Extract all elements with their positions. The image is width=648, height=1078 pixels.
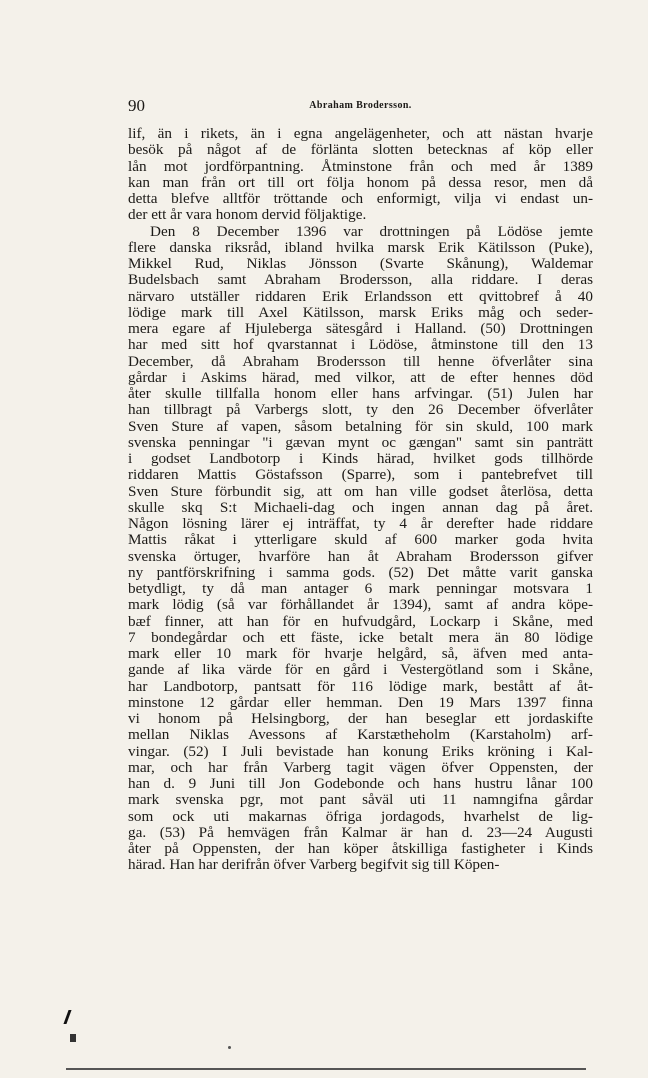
- text-line: han tillbragt på Varbergs slott, ty den 26 December öfverlåter: [128, 402, 593, 419]
- text-line: besök på något af de förlänta slotten betecknas af köp eller: [128, 142, 593, 159]
- text-line: vi honom på Helsingborg, der han beseglar ett jordaskifte: [128, 711, 593, 727]
- text-line: han d. 9 Juni till Jon Godebonde och hans hustru lånar 100: [128, 776, 593, 792]
- running-head: Abraham Brodersson.: [309, 100, 412, 111]
- text-line: Budelsbach samt Abraham Brodersson, alla riddare. I deras: [128, 272, 593, 289]
- text-line: som ock uti makarnas öfriga jordagods, hvarhelst de lig-: [128, 808, 593, 825]
- text-line: närvaro utställer riddaren Erik Erlandsson ett qvittobref å 40: [128, 288, 593, 305]
- text-line: ga. (53) På hemvägen från Kalmar är han d. 23—24 Augusti: [128, 824, 593, 841]
- text-line: vingar. (52) I Juli bevistade han konung Eriks kröning i Kal-: [128, 743, 593, 760]
- text-line: minstone 12 gårdar eller hemman. Den 19 Mars 1397 finna: [128, 694, 593, 711]
- text-line: December, då Abraham Brodersson till henne öfverlåter sina: [128, 353, 593, 370]
- text-line: mera egare af Hjuleberga sätesgård i Halland. (50) Drottningen: [128, 321, 593, 337]
- text-line: svenska örtuger, hvarföre han åt Abraham Brodersson gifver: [128, 548, 593, 565]
- text-line: har med sitt hof qvarstannat i Lödöse, åtminstone till den 13: [128, 337, 593, 354]
- text-line: der ett år vara honom dervid följaktige.: [128, 207, 367, 224]
- text-line: Mattis råkat i ytterligare skuld af 600 marker goda hvita: [128, 532, 593, 549]
- ink-mark: [63, 1010, 81, 1024]
- text-line: mark svenska pgr, mot pant såväl uti 11 namngifna gårdar: [128, 792, 593, 809]
- text-line: i godset Landbotorp i Kinds härad, hvilket gods tillhörde: [128, 451, 593, 467]
- text-line: mar, och har från Varberg tagit vägen öfver Oppensten, der: [128, 759, 593, 776]
- text-line: riddaren Mattis Göstafsson (Sparre), som i pantebrefvet till: [128, 467, 593, 484]
- text-line: betydligt, ty då man antager 6 mark penningar motsvara 1: [128, 581, 593, 597]
- text-line: skulle skq S:t Michaeli-dag och ingen annan dag på året.: [128, 499, 593, 516]
- bottom-rule: [66, 1068, 586, 1070]
- text-line: mark eller 10 mark för hvarje helgård, så, äfven med anta-: [128, 646, 593, 662]
- text-line: mark lödig (så var förhållandet år 1394), samt af andra köpe-: [128, 597, 593, 614]
- text-line: Någon lösning lärer ej inträffat, ty 4 år derefter hade riddare: [128, 516, 593, 532]
- text-line: mellan Niklas Avessons af Karstætheholm (Karstaholm) arf-: [128, 727, 593, 744]
- body-text: [128, 126, 593, 874]
- text-line: lån mot jordförpantning. Åtminstone från och med år 1389: [128, 158, 593, 175]
- page-number: 90: [128, 96, 145, 115]
- text-line: flere danska riksråd, ibland hvilka marsk Erik Kätilsson (Puke),: [128, 239, 593, 256]
- text-line: har Landbotorp, pantsatt för 116 lödige mark, bestått af åt-: [128, 678, 593, 695]
- text-line: härad. Han har derifrån öfver Varberg begifvit sig till Köpen-: [128, 857, 500, 874]
- ink-mark: [70, 1034, 76, 1042]
- text-line: svenska penningar "i gævan mynt oc gængan" samt sin panträtt: [128, 434, 593, 451]
- text-line: lödige mark till Axel Kätilsson, marsk Eriks måg och seder-: [128, 304, 593, 321]
- text-line: kan man från ort till ort följa honom på dessa resor, men då: [128, 174, 593, 191]
- ink-speck: [228, 1046, 231, 1049]
- text-line: åter skulle tillfalla honom eller hans arfvingar. (51) Julen har: [128, 386, 593, 402]
- text-line: ny pantförskrifning i samma gods. (52) Det måtte varit ganska: [128, 564, 593, 581]
- text-line: bæf finner, att han för en hufvudgård, Lockarp i Skåne, med: [128, 613, 593, 630]
- text-line: lif, än i rikets, än i egna angelägenheter, och att nästan hvarje: [128, 126, 593, 142]
- page-header: [128, 96, 593, 116]
- text-line: Sven Sture af vapen, såsom betalning för sin skuld, 100 mark: [128, 418, 593, 435]
- text-line: Den 8 December 1396 var drottningen på Lödöse jemte: [150, 223, 593, 240]
- text-line: gande af lika värde för en gård i Vestergötland som i Skåne,: [128, 662, 593, 679]
- text-line: gårdar i Askims härad, med vilkor, att de efter hennes död: [128, 369, 593, 386]
- text-line: 7 bondegårdar och ett fäste, icke betalt mera än 80 lödige: [128, 629, 593, 646]
- text-line: detta blefve alltför tröttande och enformigt, vilja vi endast un-: [128, 191, 593, 207]
- text-line: Mikkel Rud, Niklas Jönsson (Svarte Skånung), Waldemar: [128, 256, 593, 272]
- text-line: åter på Oppensten, der han köper åtskilliga fastigheter i Kinds: [128, 841, 593, 857]
- text-line: Sven Sture förbundit sig, att om han ville godset återlösa, detta: [128, 483, 593, 500]
- page-edge-marks: [66, 1010, 586, 1070]
